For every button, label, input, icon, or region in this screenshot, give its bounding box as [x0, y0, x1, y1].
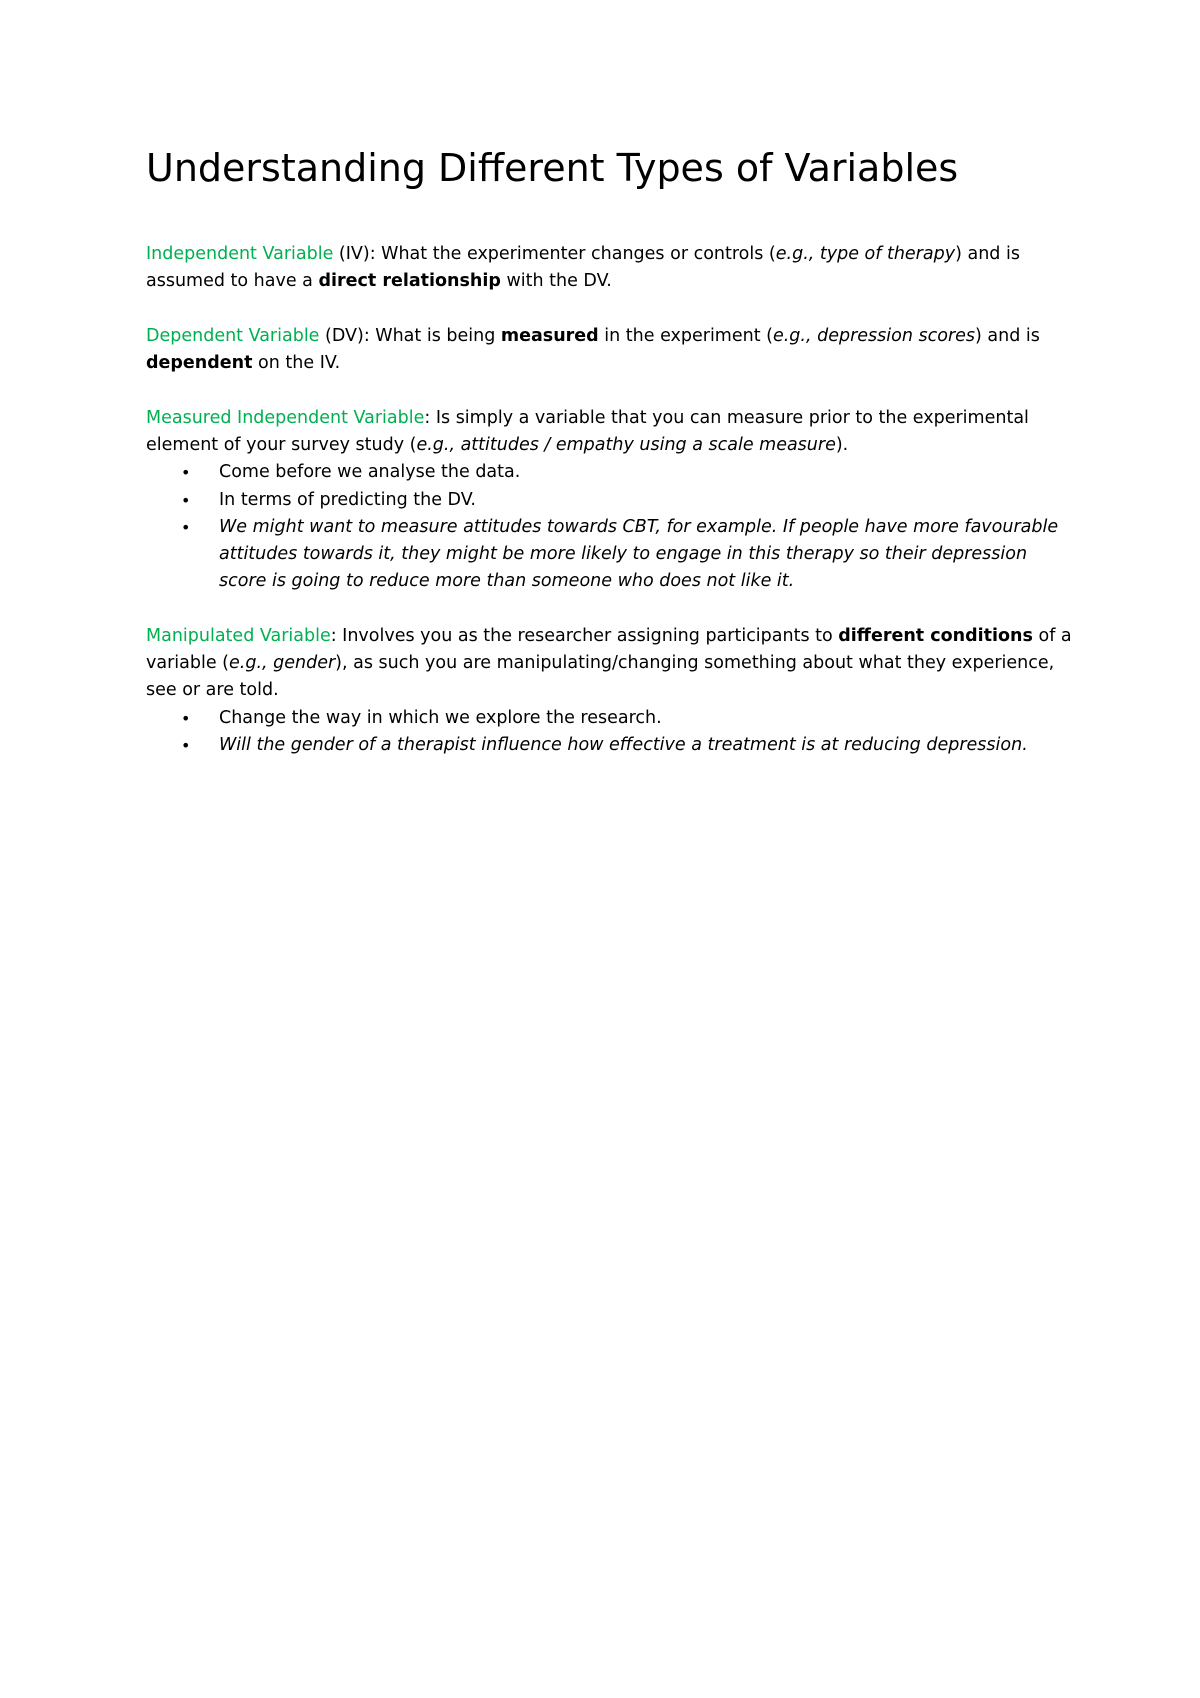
- mv-text: : Involves you as the researcher assigning participants to: [330, 626, 839, 646]
- list-item: [146, 732, 1076, 759]
- page-title: Understanding Different Types of Variables: [146, 146, 959, 190]
- list-item: [146, 459, 1076, 486]
- miv-text: ).: [835, 435, 849, 456]
- list-item: [146, 514, 1076, 596]
- dv-example: e.g., depression scores: [772, 326, 976, 346]
- bullet-text: Come before we analyse the data.: [219, 462, 521, 483]
- dependent-variable-term: Dependent Variable: [146, 326, 320, 346]
- independent-variable-definition: [146, 241, 1076, 295]
- measured-independent-variable-definition: [146, 405, 1076, 459]
- dv-abbreviation: (DV): [319, 326, 364, 346]
- mv-emphasis: different conditions: [838, 626, 1033, 646]
- dependent-variable-section: [146, 323, 1076, 377]
- dv-text: on the IV.: [252, 353, 341, 374]
- manipulated-variable-term: Manipulated Variable: [146, 626, 331, 646]
- miv-text: : Is simply a variable that you can measure prior to the experimental element of your survey study (: [146, 408, 1029, 456]
- dependent-variable-definition: [146, 323, 1076, 377]
- bullet-text: Will the gender of a therapist influence how effective a treatment is at reducing depression.: [219, 734, 1028, 755]
- bullet-icon: •: [181, 517, 191, 537]
- list-item: [146, 487, 1076, 514]
- bullet-icon: •: [181, 735, 191, 755]
- manipulated-variable-section: [146, 623, 1076, 759]
- measured-independent-variable-bullets: [146, 459, 1076, 595]
- bullet-icon: •: [181, 490, 191, 510]
- independent-variable-term: Independent Variable: [146, 244, 334, 264]
- mv-text: of a variable (: [146, 626, 1072, 674]
- measured-independent-variable-section: [146, 405, 1076, 595]
- iv-abbreviation: (IV): [333, 244, 370, 264]
- manipulated-variable-definition: [146, 623, 1076, 705]
- dv-text: ) and is: [975, 326, 1040, 346]
- iv-text: : What the experimenter changes or controls (: [369, 244, 776, 264]
- bullet-text: Change the way in which we explore the research.: [219, 707, 662, 728]
- bullet-icon: •: [181, 463, 191, 483]
- dv-text: in the experiment (: [598, 326, 773, 346]
- iv-text: with the DV.: [500, 271, 612, 292]
- manipulated-variable-bullets: [146, 705, 1076, 759]
- mv-text: ), as such you are manipulating/changing something about what they experience, see or are told.: [146, 653, 1055, 701]
- dv-emphasis: measured: [500, 326, 599, 346]
- miv-example: e.g., attitudes / empathy using a scale measure: [416, 435, 836, 456]
- measured-independent-variable-term: Measured Independent Variable: [146, 408, 425, 428]
- mv-example: e.g., gender: [229, 653, 336, 674]
- list-item: [146, 705, 1076, 732]
- iv-text: ) and is assumed to have a: [146, 244, 1020, 292]
- dv-text: : What is being: [363, 326, 501, 346]
- bullet-text: In terms of predicting the DV.: [219, 489, 476, 510]
- bullet-icon: •: [181, 708, 191, 728]
- bullet-text: We might want to measure attitudes towards CBT, for example. If people have more favourable attitudes towards it, they might be more likely to engage in this therapy so their depression score is going to reduce more than someone who does not like it.: [219, 516, 1059, 592]
- independent-variable-section: [146, 241, 1076, 295]
- iv-example: e.g., type of therapy: [775, 244, 956, 264]
- iv-emphasis: direct relationship: [318, 271, 501, 292]
- dv-emphasis: dependent: [146, 353, 253, 374]
